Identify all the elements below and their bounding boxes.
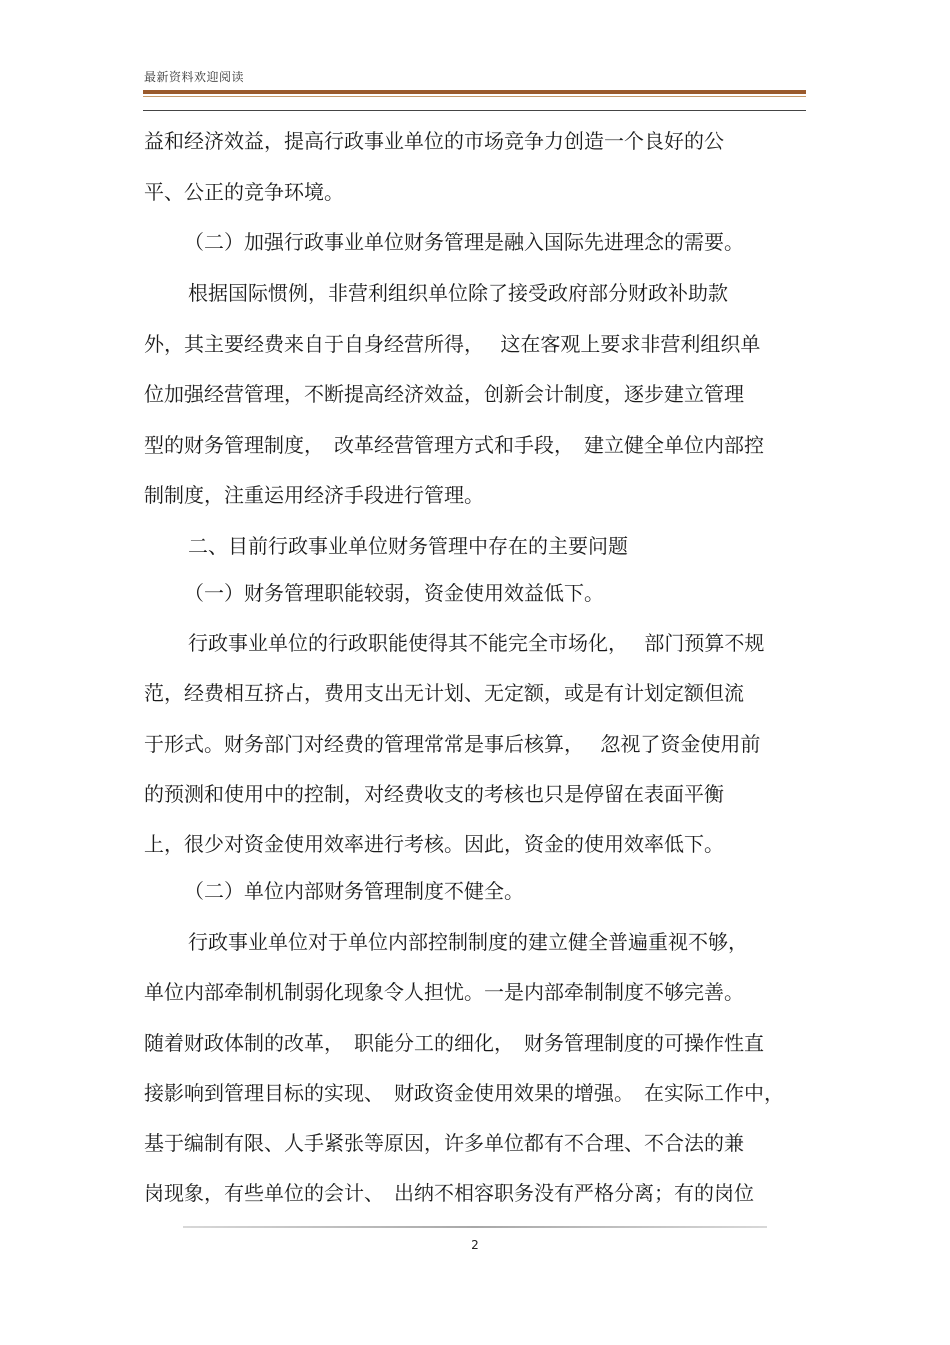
body-line: 外，其主要经费来自于自身经营所得， 这在客观上要求非营利组织单 xyxy=(144,332,761,356)
body-line: 于形式。财务部门对经费的管理常常是事后核算， 忽视了资金使用前 xyxy=(144,732,761,756)
section-heading: 二、目前行政事业单位财务管理中存在的主要问题 xyxy=(188,534,628,558)
body-line: 行政事业单位的行政职能使得其不能完全市场化， 部门预算不规 xyxy=(188,631,765,655)
header-rule-thin xyxy=(143,96,806,97)
body-line: 位加强经营管理，不断提高经济效益，创新会计制度，逐步建立管理 xyxy=(144,382,744,406)
body-line: 益和经济效益，提高行政事业单位的市场竞争力创造一个良好的公 xyxy=(144,129,724,153)
subsection-heading: （二）单位内部财务管理制度不健全。 xyxy=(184,879,524,903)
body-line: 基于编制有限、人手紧张等原因，许多单位都有不合理、不合法的兼 xyxy=(144,1131,744,1155)
body-line: 上，很少对资金使用效率进行考核。因此，资金的使用效率低下。 xyxy=(144,832,724,856)
body-line: 型的财务管理制度， 改革经营管理方式和手段， 建立健全单位内部控 xyxy=(144,433,764,457)
body-line: 根据国际惯例，非营利组织单位除了接受政府部分财政补助款 xyxy=(188,281,728,305)
body-line: 的预测和使用中的控制，对经费收支的考核也只是停留在表面平衡 xyxy=(144,782,724,806)
body-line: 岗现象，有些单位的会计、 出纳不相容职务没有严格分离；有的岗位 xyxy=(144,1181,754,1205)
body-line: 制制度，注重运用经济手段进行管理。 xyxy=(144,483,484,507)
body-line: 接影响到管理目标的实现、 财政资金使用效果的增强。 在实际工作中， xyxy=(144,1081,784,1105)
header-rule-bottom xyxy=(143,110,806,111)
body-line: 随着财政体制的改革， 职能分工的细化， 财务管理制度的可操作性直 xyxy=(144,1031,764,1055)
body-line: 单位内部牵制机制弱化现象令人担忧。一是内部牵制制度不够完善。 xyxy=(144,980,744,1004)
body-line: 范，经费相互挤占，费用支出无计划、无定额，或是有计划定额但流 xyxy=(144,681,744,705)
footer-rule xyxy=(183,1226,767,1228)
body-line: 平、公正的竞争环境。 xyxy=(144,180,344,204)
header-text: 最新资料欢迎阅读 xyxy=(144,70,245,84)
body-line: （二）加强行政事业单位财务管理是融入国际先进理念的需要。 xyxy=(184,230,744,254)
header-rule-thick xyxy=(143,90,806,94)
subsection-heading: （一）财务管理职能较弱，资金使用效益低下。 xyxy=(184,581,604,605)
body-line: 行政事业单位对于单位内部控制制度的建立健全普遍重视不够， xyxy=(188,930,748,954)
page-number: 2 xyxy=(471,1238,479,1252)
